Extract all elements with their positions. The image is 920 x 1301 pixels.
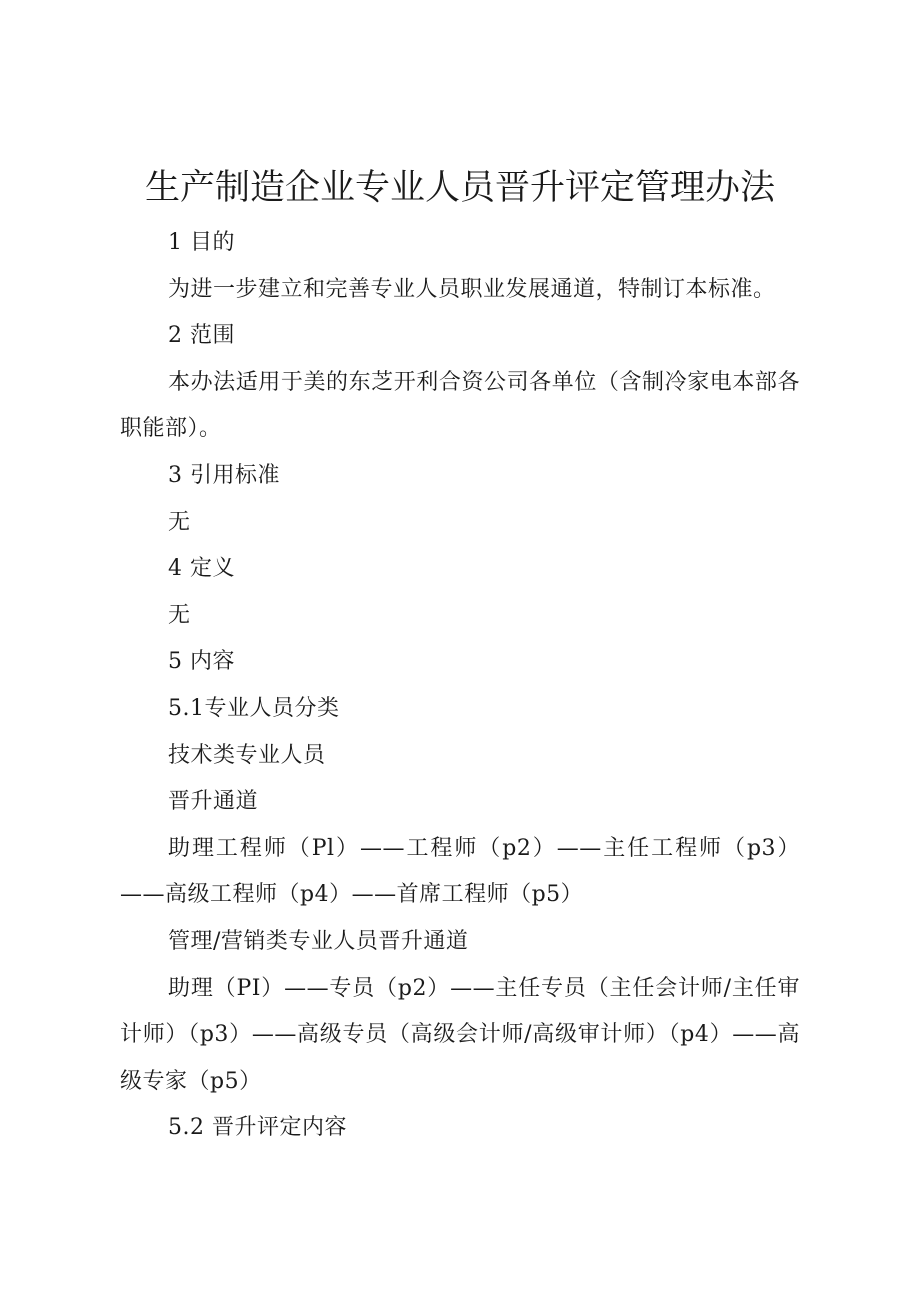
section-heading-content: 5 内容: [168, 649, 235, 675]
paragraph-scope: 本办法适用于美的东芝开利合资公司各单位（含制冷家电本部各职能部）。: [120, 369, 800, 442]
paragraph-management-path: 助理（PI）——专员（p2）——主任专员（主任会计师/主任审计师）（p3）——高级专员（高级会计师/高级审计师）（p4）——高级专家（p5）: [120, 975, 800, 1094]
paragraph-management-path-label: 管理/营销类专业人员晋升通道: [168, 928, 469, 954]
paragraph-definitions: 无: [168, 602, 191, 628]
paragraph-technical-staff: 技术类专业人员: [168, 742, 326, 768]
subsection-heading-classification: 5.1专业人员分类: [168, 695, 340, 721]
document-body: [120, 220, 800, 1152]
section-heading-definitions: 4 定义: [168, 556, 235, 582]
paragraph-purpose: 为进一步建立和完善专业人员职业发展通道，特制订本标准。: [168, 276, 776, 302]
section-heading-scope: 2 范围: [168, 323, 235, 349]
section-heading-references: 3 引用标准: [168, 462, 280, 488]
document-title: 生产制造企业专业人员晋升评定管理办法: [144, 168, 775, 208]
section-heading-purpose: 1 目的: [168, 230, 235, 255]
paragraph-references: 无: [168, 509, 191, 535]
paragraph-promotion-path-label: 晋升通道: [168, 789, 259, 815]
paragraph-technical-path: 助理工程师（Pl）——工程师（p2）——主任工程师（p3）——高级工程师（p4）——首席工程师（p5）: [120, 835, 800, 908]
subsection-heading-evaluation: 5.2 晋升评定内容: [168, 1115, 347, 1141]
